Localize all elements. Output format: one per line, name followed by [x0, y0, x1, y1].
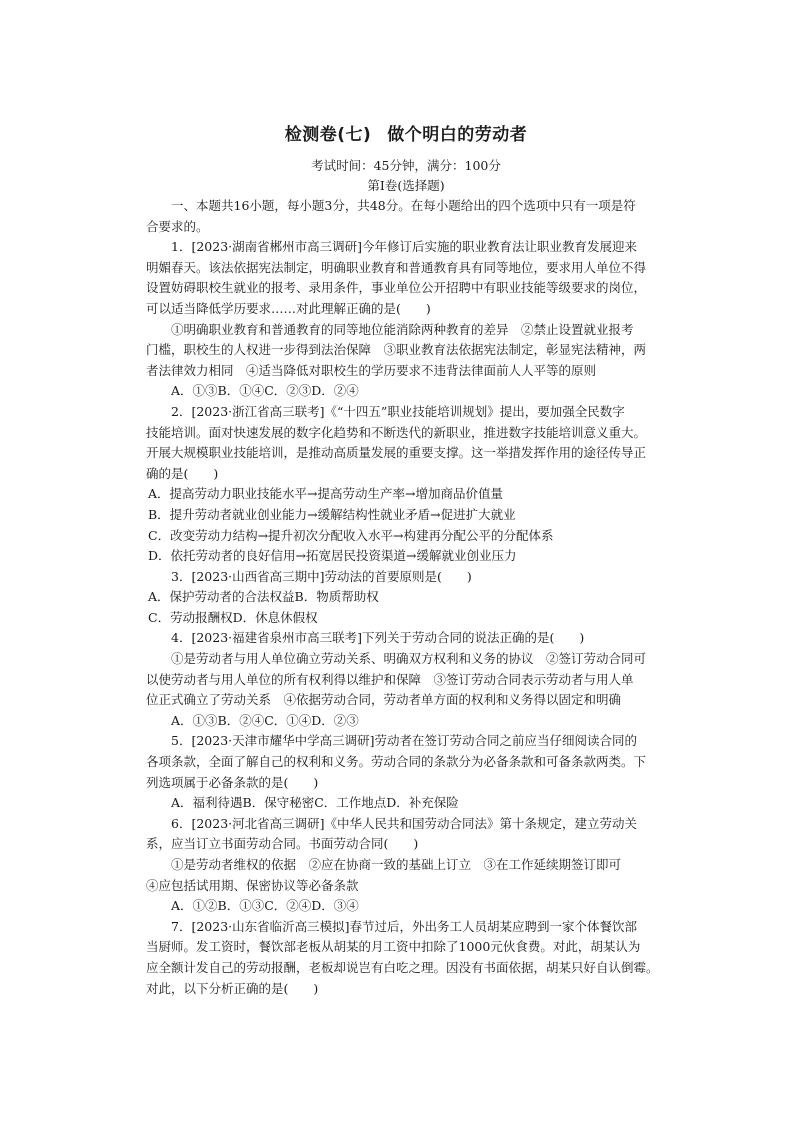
answer-options: A．保护劳动者的合法权益B．物质帮助权 [148, 589, 379, 605]
question-stem: 1．[2023·湖南省郴州市高三调研]今年修订后实施的职业教育法让职业教育发展迎来 [171, 239, 637, 255]
question-stem: 开展大规模职业技能培训，是推动高质量发展的重要支撑。这一举措发挥作用的途径传导正 [146, 445, 647, 461]
answer-options: A．福利待遇B．保守秘密C．工作地点D．补充保险 [171, 795, 459, 811]
question-stem: 确的是( ) [146, 465, 219, 481]
answer-option-a: A．提高劳动力职业技能水平→提高劳动生产率→增加商品价值量 [148, 486, 503, 502]
question-stem: 对此，以下分析正确的是( ) [146, 980, 319, 996]
question-statements: ①是劳动者维权的依据 ②应在协商一致的基础上订立 ③在工作延续期签订即可 [171, 857, 622, 872]
question-stem: 当厨师。发工资时，餐饮部老板从胡某的月工资中扣除了1000元伙食费。对此，胡某认为 [146, 939, 641, 955]
answer-options: A．①③B．②④C．①④D．②③ [171, 712, 359, 728]
question-2 [146, 402, 666, 567]
question-3 [146, 567, 666, 629]
answer-option-b: B．提升劳动者就业创业能力→缓解结构性就业矛盾→促进扩大就业 [148, 506, 516, 522]
question-statements: 位正式确立了劳动关系 ④依据劳动合同，劳动者单方面的权利和义务得以固定和明确 [146, 692, 622, 708]
question-stem: 技能培训。面对快速发展的数字化趋势和不断迭代的新职业，推进数字技能培训意义重大。 [146, 424, 647, 440]
answer-option-d: D．依托劳动者的良好信用→拓宽居民投资渠道→缓解就业创业压力 [148, 548, 517, 564]
question-1 [146, 237, 666, 402]
answer-options: A．①③B．①④C．②③D．②④ [171, 383, 359, 399]
title-volume: 检测卷(七) [284, 125, 372, 145]
question-stem: 2．[2023·浙江省高三联考]《“十四五”职业技能培训规划》提出，要加强全民数字 [171, 403, 625, 419]
question-6 [146, 814, 666, 917]
question-stem: 列选项属于必备条款的是( ) [146, 774, 319, 790]
instructions [146, 196, 666, 237]
question-4 [146, 628, 666, 731]
instructions-line: 一、本题共16小题，每小题3分，共48分。在每小题给出的四个选项中只有一项是符 [171, 198, 636, 213]
question-statements: ①是劳动者与用人单位确立劳动关系、明确双方权利和义务的协议 ②签订劳动合同可 [171, 651, 647, 667]
answer-options: C．劳动报酬权D．休息休假权 [148, 609, 318, 625]
question-stem: 5．[2023·天津市耀华中学高三调研]劳动者在签订劳动合同之前应当仔细阅读合同的 [171, 733, 637, 749]
question-stem: 应全额计发自己的劳动报酬，老板却说岂有白吃之理。因没有书面依据，胡某只好自认倒霉。 [146, 959, 659, 975]
exam-page [146, 118, 666, 999]
question-stem: 6．[2023·河北省高三调研]《中华人民共和国劳动合同法》第十条规定，建立劳动关 [171, 815, 637, 831]
question-statements: 者法律效力相同 ④适当降低对职校生的学历要求不违背法律面前人人平等的原则 [146, 362, 597, 378]
question-statements: ④应包括试用期、保密协议等必备条款 [146, 877, 359, 893]
exam-info: 考试时间：45分钟，满分：100分 [311, 158, 501, 173]
question-stem: 明媚春天。该法依据宪法制定，明确职业教育和普通教育具有同等地位，要求用人单位不得 [146, 259, 647, 275]
question-stem: 各项条款，全面了解自己的权利和义务。劳动合同的条款分为必备条款和可备条款两类。下 [146, 754, 647, 770]
question-5 [146, 731, 666, 813]
question-statements: ①明确职业教育和普通教育的同等地位能消除两种教育的差异 ②禁止设置就业报考 [171, 321, 634, 337]
question-stem: 3．[2023·山西省高三期中]劳动法的首要原则是( ) [171, 568, 472, 584]
question-stem: 7．[2023·山东省临沂高三模拟]春节过后，外出务工人员胡某应聘到一家个体餐饮部 [171, 918, 637, 934]
exam-body [146, 196, 666, 999]
question-stem: 系，应当订立书面劳动合同。书面劳动合同( ) [146, 836, 419, 852]
instructions-line: 合要求的。 [146, 218, 209, 234]
answer-option-c: C．改变劳动力结构→提升初次分配收入水平→构建再分配公平的分配体系 [148, 527, 554, 543]
page-title [146, 122, 666, 148]
question-statements: 门槛，职校生的人权进一步得到法治保障 ③职业教育法依据宪法制定，彰显宪法精神，两 [146, 342, 647, 358]
title-topic: 做个明白的劳动者 [387, 125, 528, 145]
answer-options: A．①②B．①③C．②④D．③④ [171, 898, 359, 914]
question-7 [146, 917, 666, 999]
question-stem: 4．[2023·福建省泉州市高三联考]下列关于劳动合同的说法正确的是( ) [171, 630, 585, 646]
section-heading: 第Ⅰ卷(选择题) [367, 178, 445, 193]
question-statements: 以使劳动者与用人单位的所有权利得以维护和保障 ③签订劳动合同表示劳动者与用人单 [146, 671, 634, 687]
question-stem: 可以适当降低学历要求……对此理解正确的是( ) [146, 300, 431, 316]
question-stem: 设置妨碍职校生就业的报考、录用条件，事业单位公开招聘中有职业技能等级要求的岗位， [146, 280, 647, 296]
